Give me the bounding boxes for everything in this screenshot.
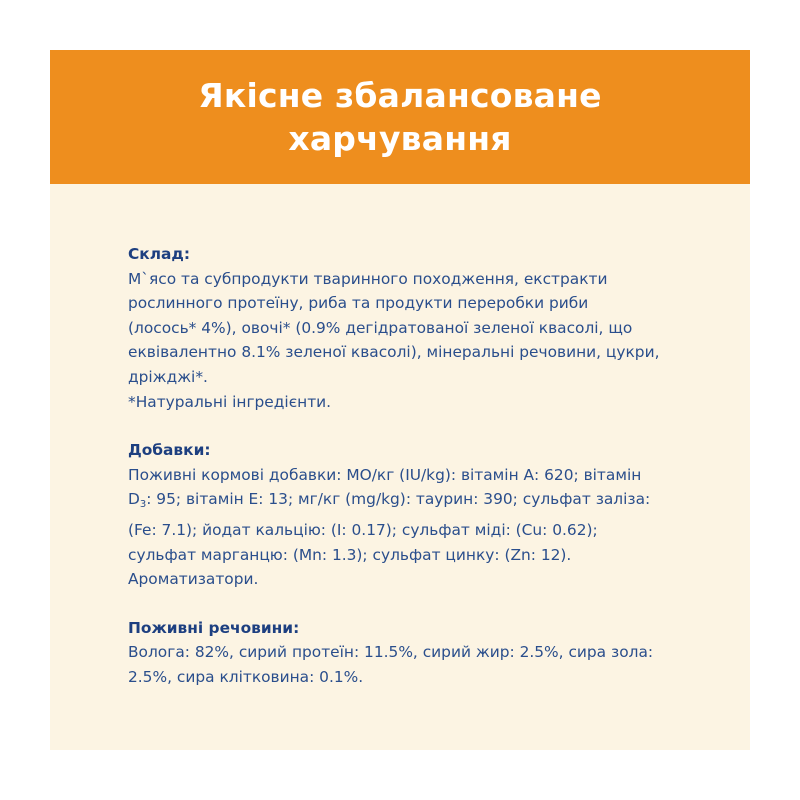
composition-line: дріжджі*. [128,367,208,386]
composition-line: еквівалентно 8.1% зеленої квасолі), мінеральні речовини, цукри, [128,343,660,362]
composition-line: рослинного протеїну, риба та продукти переробки риби [128,294,589,313]
product-info-card [50,50,750,750]
nutrients-section [128,616,718,690]
natural-ingredients-note: *Натуральні інгредієнти. [128,392,332,411]
additives-line: Ароматизатори. [128,570,259,589]
additives-line-rest: : 95; вітамін Е: 13; мг/кг (mg/kg): таурин: 390; сульфат заліза: [146,490,651,509]
composition-line: М`ясо та субпродукти тваринного походження, екстракти [128,269,608,288]
additives-section [128,438,718,592]
vitamin-d-subscript: 3 [139,499,147,511]
vitamin-d-letter: D [128,490,140,509]
composition-section [128,242,718,414]
nutrients-line: Волога: 82%, сирий протеїн: 11.5%, сирий жир: 2.5%, сира зола: [128,643,654,662]
additives-line [128,487,718,518]
banner-title-line-1: Якісне збалансоване [198,76,602,115]
nutrients-heading: Поживні речовини: [128,618,300,637]
additives-heading: Добавки: [128,441,211,460]
composition-line: (лосось* 4%), овочі* (0.9% дегідратованої зеленої квасолі, що [128,318,633,337]
composition-heading: Склад: [128,245,190,263]
additives-line: (Fe: 7.1); йодат кальцію: (I: 0.17); сульфат міді: (Cu: 0.62); [128,520,598,539]
nutrients-line: 2.5%, сира клітковина: 0.1%. [128,667,364,686]
banner-title-line-2: харчування [288,119,512,158]
title-banner [50,50,750,184]
additives-line: сульфат марганцю: (Mn: 1.3); сульфат цинку: (Zn: 12). [128,545,572,564]
additives-line: Поживні кормові добавки: МО/кг (IU/kg): вітамін А: 620; вітамін [128,465,642,484]
content-area [128,242,718,714]
banner-title [198,74,601,160]
